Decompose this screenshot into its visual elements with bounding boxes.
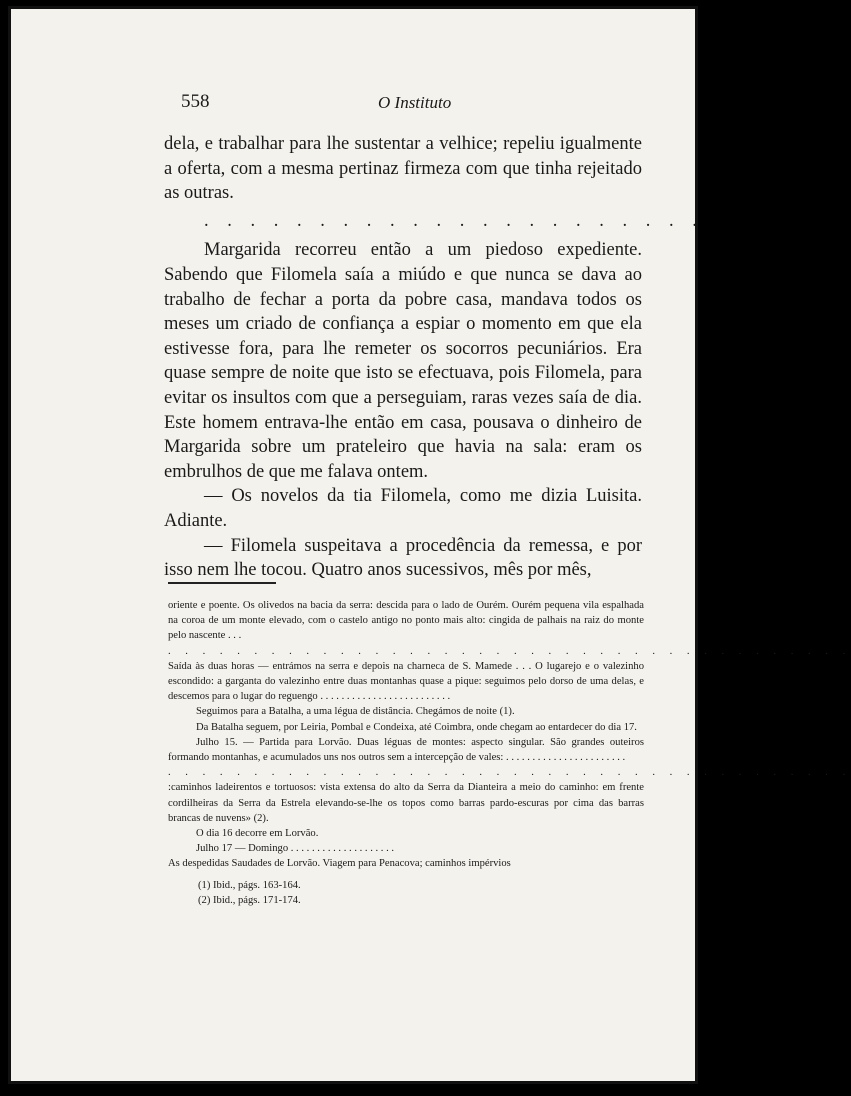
footnote-text-3: Seguimos para a Batalha, a uma légua de distância. Chegámos de noite (1). — [196, 706, 515, 718]
footnote-text-7: O dia 16 decorre em Lorvão. — [196, 828, 319, 840]
footnote-rule — [168, 582, 276, 584]
footnote-text-4: Da Batalha seguem, por Leiria, Pombal e Condeixa, até Coimbra, onde chegam ao entardecer do dia 17. — [196, 721, 637, 733]
footnote-text-5: Julho 15. — Partida para Lorvão. Duas léguas de montes: aspecto singular. São grandes outeiros formando montanhas, e acumulados uns nos outros sem a intercepção de vales: . . . . . . . . . . . . . . . . . . . . . . . — [168, 736, 644, 764]
paragraph-2: Margarida recorreu então a um piedoso expediente. Sabendo que Filomela saía a miúdo e que nunca se dava ao trabalho de fechar a porta da pobre casa, mandava todos os meses um criado de confiança a espiar o momento em que ela estivesse fora, para lhe remeter os socorros pecuniários. Era quase sempre de noite que isto se efectuava, pois Filomela, para evitar os insultos com que a perseguiam, raras vezes saía de dia. Este homem entrava-lhe então em casa, pousava o dinheiro de Margarida sobre um prateleiro que havia na sala: eram os embrulhos de que me falava ontem. — [164, 240, 642, 482]
reference-1: (1) Ibid., págs. 163-164. — [198, 879, 301, 891]
paragraph-1: dela, e trabalhar para lhe sustentar a velhice; repeliu igualmente a oferta, com a mesma pertinaz firmeza com que tinha rejeitado as outras. — [164, 134, 642, 204]
ellipsis-line: . . . . . . . . . . . . . . . . . . . . . . — [204, 210, 704, 231]
running-title: O Instituto — [378, 93, 452, 112]
footnote-text-6: :caminhos ladeirentos e tortuosos: vista extensa do alto da Serra da Dianteira a meio do caminho: em frente cordilheiras da Serra da Estrela elevando-se-lhe os topos como barras pardo-escuras por cima das barras brancas de nuvens» (2). — [168, 782, 644, 824]
footnote-text-1: oriente e poente. Os olivedos na bacia da serra: descida para o lado de Ourém. Ourém pequena vila espalhada na coroa de um monte elevado, com o castelo antigo no ponto mais alto: cingida de palhais na raiz do monte pelo nascente . . . — [168, 600, 644, 642]
main-text — [164, 132, 704, 583]
footnote-dots-2: . . . . . . . . . . . . . . . . . . . . . . . . . . . . . . . . . . . . . . . . — [168, 767, 851, 779]
footnotes — [168, 598, 851, 908]
page-header — [181, 91, 661, 115]
paragraph-3: — Os novelos da tia Filomela, como me dizia Luisita. Adiante. — [164, 486, 642, 531]
footnote-text-8: Julho 17 — Domingo . . . . . . . . . . . . . . . . . . . . — [196, 843, 395, 855]
paragraph-4: — Filomela suspeitava a procedência da remessa, e por isso nem lhe tocou. Quatro anos sucessivos, mês por mês, — [164, 535, 642, 581]
footnote-text-2: Saída às duas horas — entrámos na serra e depois na charneca de S. Mamede . . . O lugarejo e o valezinho escondido: a garganta do valezinho entre duas montanhas quase a pique: seguimos pelo dorso de uma delas, e descemos para o lugar do reguengo . . . . . . . . . . . . . . . . . . . . . . . . . — [168, 660, 644, 703]
footnote-text-9: As despedidas Saudades de Lorvão. Viagem para Penacova; caminhos impérvios — [168, 858, 511, 870]
page-number: 558 — [181, 91, 210, 112]
footnote-dots-1: . . . . . . . . . . . . . . . . . . . . . . . . . . . . . . . . . . . . . . . . — [168, 645, 851, 657]
reference-2: (2) Ibid., págs. 171-174. — [198, 894, 301, 906]
